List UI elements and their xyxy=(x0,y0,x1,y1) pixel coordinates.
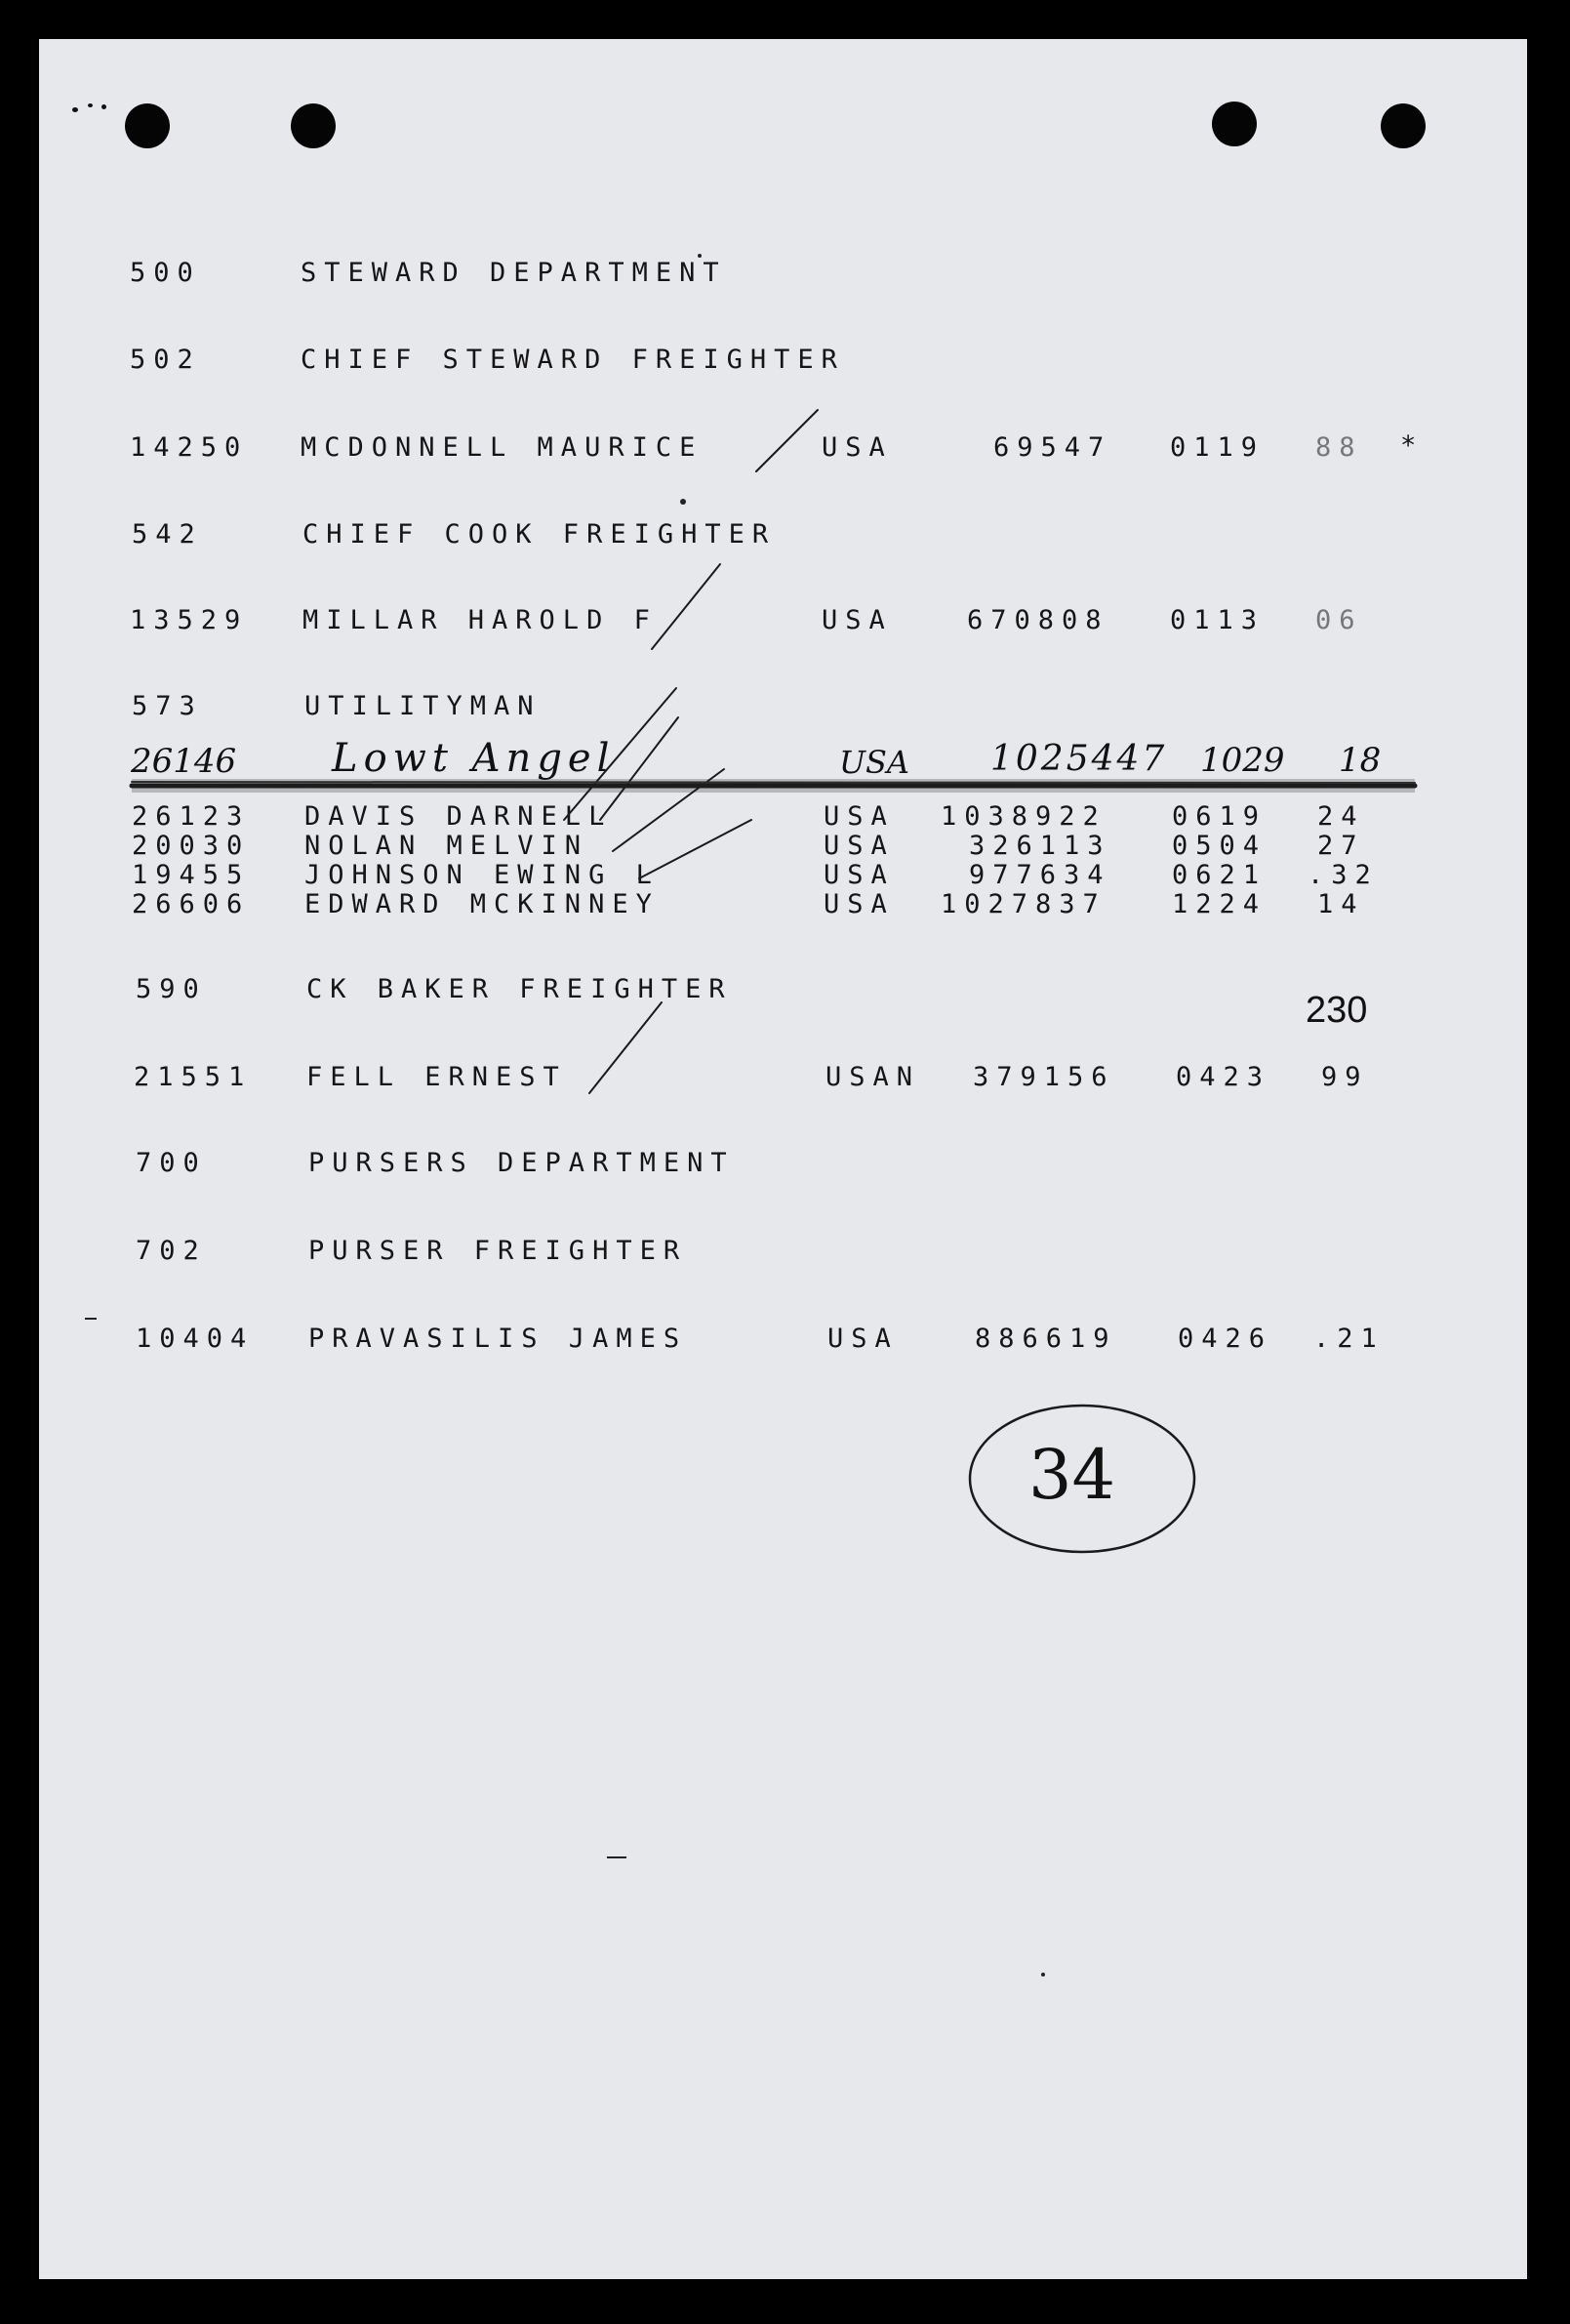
crew-id: 10404 xyxy=(136,1324,255,1354)
crew-date: 0423 xyxy=(1176,1062,1271,1092)
page-number: 34 xyxy=(1028,1435,1116,1515)
section-title: STEWARD DEPARTMENT xyxy=(301,258,727,288)
crew-number: 977634 xyxy=(969,860,1111,890)
crew-name: DAVIS DARNELL xyxy=(304,801,613,832)
section-title: PURSERS DEPARTMENT xyxy=(308,1148,735,1178)
crew-code: 06 xyxy=(1315,605,1363,635)
crew-citizenship: USA xyxy=(824,889,895,919)
check-mark xyxy=(652,564,720,649)
handwritten-citizenship: USA xyxy=(839,744,909,781)
ink-dot xyxy=(680,499,686,505)
crew-citizenship: USA xyxy=(824,860,895,890)
handwritten-count: 230 xyxy=(1306,990,1368,1031)
ink-dot xyxy=(1041,1973,1045,1977)
check-mark xyxy=(639,820,751,878)
handwritten-date: 1029 xyxy=(1200,741,1285,780)
crew-code: .21 xyxy=(1313,1324,1385,1354)
handwritten-code: 18 xyxy=(1339,741,1382,780)
crew-date: 0119 xyxy=(1170,432,1266,463)
crew-citizenship: USA xyxy=(824,801,895,832)
crew-name: PRAVASILIS JAMES xyxy=(308,1324,688,1354)
crew-code: 24 xyxy=(1317,801,1365,832)
crew-id: 13529 xyxy=(130,605,249,635)
crew-date: 0504 xyxy=(1172,831,1268,861)
crew-date: 0619 xyxy=(1172,801,1268,832)
section-code: 502 xyxy=(130,345,201,375)
crew-number: 1038922 xyxy=(941,801,1107,832)
section-title: CHIEF COOK FREIGHTER xyxy=(302,519,777,550)
crew-name: EDWARD MCKINNEY xyxy=(304,889,660,919)
struck-text-block xyxy=(132,779,1415,793)
section-code: 700 xyxy=(136,1148,207,1178)
ink-dash xyxy=(85,1318,97,1320)
crew-number: 670808 xyxy=(967,605,1109,635)
ink-dash xyxy=(607,1856,626,1858)
crew-id: 21551 xyxy=(134,1062,253,1092)
handwritten-id: 26146 xyxy=(131,742,237,781)
crew-number: 1027837 xyxy=(941,889,1107,919)
crew-code: 27 xyxy=(1317,831,1365,861)
crew-date: 0426 xyxy=(1178,1324,1273,1354)
crew-id: 26123 xyxy=(132,801,251,832)
crew-name: MCDONNELL MAURICE xyxy=(301,432,704,463)
section-code: 702 xyxy=(136,1236,207,1266)
crew-id: 20030 xyxy=(132,831,251,861)
ink-dot xyxy=(698,254,702,258)
crew-citizenship: USA xyxy=(827,1324,899,1354)
handwritten-number: 1025447 xyxy=(990,739,1168,779)
crew-code: .32 xyxy=(1308,860,1379,890)
crew-date: 1224 xyxy=(1172,889,1268,919)
crew-number: 886619 xyxy=(975,1324,1117,1354)
crew-id: 26606 xyxy=(132,889,251,919)
crew-number: 379156 xyxy=(973,1062,1115,1092)
crew-citizenship: USA xyxy=(822,605,893,635)
crew-date: 0621 xyxy=(1172,860,1268,890)
crew-citizenship: USAN xyxy=(825,1062,921,1092)
section-title: PURSER FREIGHTER xyxy=(308,1236,688,1266)
crew-name: NOLAN MELVIN xyxy=(304,831,589,861)
crew-citizenship: USA xyxy=(822,432,893,463)
crew-date: 0113 xyxy=(1170,605,1266,635)
page-number-circle xyxy=(970,1406,1194,1552)
section-code: 573 xyxy=(132,691,203,721)
section-code: 542 xyxy=(132,519,203,550)
section-title: CHIEF STEWARD FREIGHTER xyxy=(301,345,845,375)
section-title: UTILITYMAN xyxy=(304,691,542,721)
section-code: 500 xyxy=(130,258,201,288)
crew-id: 19455 xyxy=(132,860,251,890)
crew-name: FELL ERNEST xyxy=(306,1062,567,1092)
crew-code: 88 xyxy=(1315,432,1363,463)
crew-name: JOHNSON EWING L xyxy=(304,860,660,890)
check-mark xyxy=(756,410,818,471)
section-title: CK BAKER FREIGHTER xyxy=(306,974,733,1004)
crew-number: 69547 xyxy=(993,432,1112,463)
crew-number: 326113 xyxy=(969,831,1111,861)
check-mark xyxy=(564,688,676,820)
crew-mark: * xyxy=(1400,430,1425,461)
check-mark xyxy=(589,1002,662,1093)
crew-name: MILLAR HAROLD F xyxy=(302,605,658,635)
section-code: 590 xyxy=(136,974,207,1004)
handwritten-name: Lowt Angel xyxy=(332,736,616,781)
crew-citizenship: USA xyxy=(824,831,895,861)
crew-id: 14250 xyxy=(130,432,249,463)
crew-code: 14 xyxy=(1317,889,1365,919)
crew-code: 99 xyxy=(1321,1062,1369,1092)
